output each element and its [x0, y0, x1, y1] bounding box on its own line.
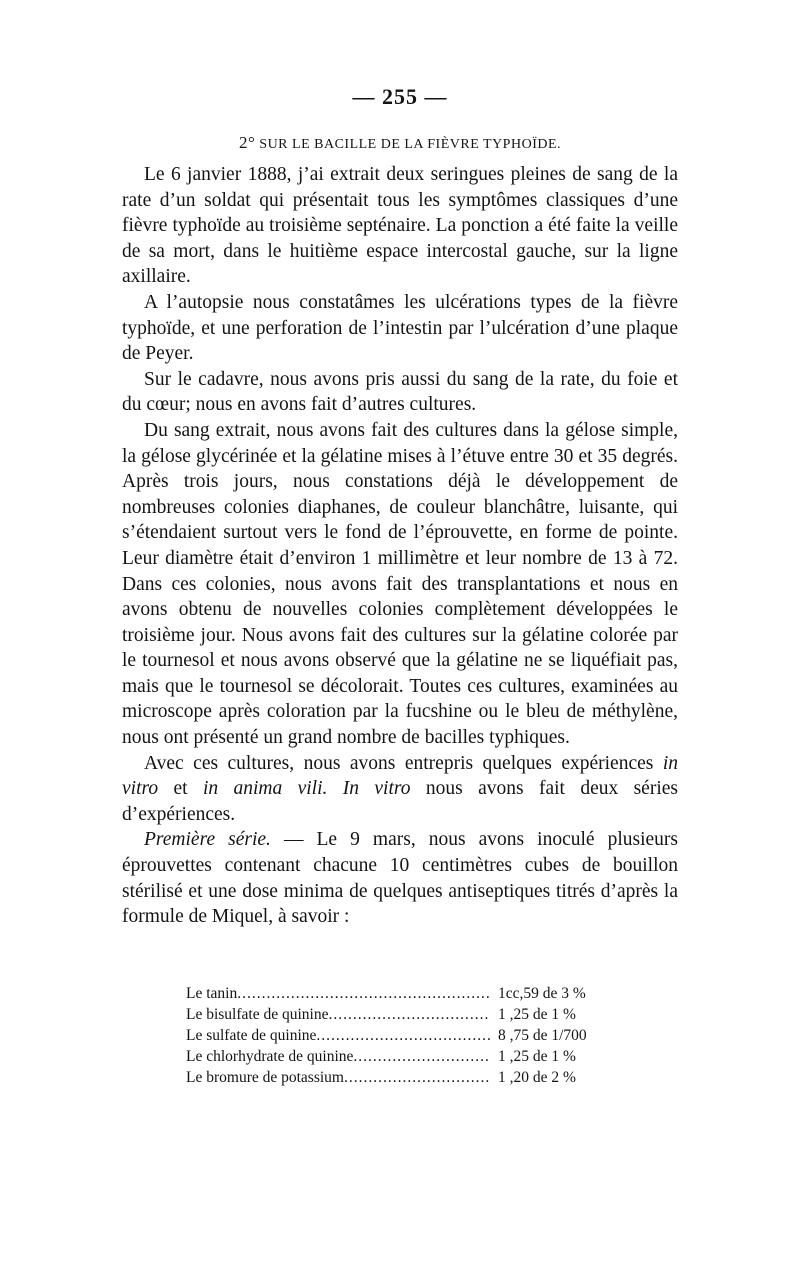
dosage-row — [186, 1004, 616, 1025]
dot-leader — [237, 983, 490, 1004]
paragraph — [122, 827, 678, 929]
dosage-row — [186, 983, 616, 1004]
paragraph — [122, 751, 678, 828]
body-text — [122, 162, 678, 930]
paragraph: Du sang extrait, nous avons fait des cultures dans la gélose simple, la gélose glycérinée et la gélatine mises à l’étuve entre 30 et 35 degrés. Après trois jours, nous constations déjà le développement de nombreuses colonies diaphanes, de couleur blanchâtre, luisante, qui s’étendaient surtout vers le fond de l’éprouvette, en forme de pointe. Leur diamètre était d’environ 1 millimètre et leur nombre de 13 à 72. Dans ces colonies, nous avons fait des transplantations et nous en avons obtenu de nouvelles colonies complètement développées le troisième jour. Nous avons fait des cultures sur la gélatine colorée par le tournesol et nous avons observé que la gélatine ne se liquéfiait pas, mais que le tournesol se décolorait. Toutes ces cultures, examinées au microscope après coloration par la fucshine ou le bleu de méthylène, nous ont présenté un grand nombre de bacilles typhiques. — [122, 419, 678, 749]
antiseptic-name: Le bisulfate de quinine — [186, 1006, 329, 1023]
paragraph: A l’autopsie nous constatâmes les ulcérations types de la fièvre typhoïde, et une perforation de l’intestin par l’ulcération d’une plaque de Peyer. — [122, 291, 678, 365]
dot-leader — [353, 1046, 490, 1067]
antiseptic-dose: 1 ,25 de 1 % — [498, 1006, 576, 1023]
text-run: et — [158, 778, 203, 800]
section-number: 2° — [238, 133, 256, 152]
section-title: SUR LE BACILLE DE LA FIÈVRE TYPHOÏDE. — [259, 137, 562, 152]
text-run: — Le 9 mars, nous avons inoculé plusieurs éprouvettes contenant chacune 10 centimètres cubes de bouillon stérilisé et une dose minima de quelques antiseptiques titrés d’après la formule de Miquel, à savoir : — [122, 829, 678, 928]
antiseptic-name: Le chlorhydrate de quinine — [186, 1048, 354, 1065]
dot-leader — [328, 1004, 490, 1025]
text-run: Avec ces cultures, nous avons entrepris quelques expériences — [144, 752, 663, 774]
page-number: — 255 — — [352, 84, 448, 109]
antiseptic-name: Le tanin — [186, 985, 238, 1002]
text-run: nous avons fait deux séries d’expériences. — [122, 778, 678, 825]
dosage-row — [186, 1025, 616, 1046]
dosage-row — [186, 1046, 616, 1067]
dosage-row — [186, 1067, 616, 1088]
antiseptic-name: Le sulfate de quinine — [186, 1027, 317, 1044]
antiseptic-name: Le bromure de potassium — [186, 1069, 344, 1086]
dot-leader — [316, 1025, 490, 1046]
antiseptic-dose: 8 ,75 de 1/700 — [498, 1027, 587, 1044]
antiseptic-dosage-list — [186, 983, 616, 1088]
antiseptic-dose: 1 ,20 de 2 % — [498, 1069, 576, 1086]
paragraph: Sur le cadavre, nous avons pris aussi du sang de la rate, du foie et du cœur; nous en avons fait d’autres cultures. — [122, 368, 678, 416]
italic-term: Première série. — [144, 829, 271, 851]
section-heading — [0, 133, 800, 153]
antiseptic-dose: 1cc,59 de 3 % — [498, 985, 586, 1002]
italic-term: in anima vili. In vitro — [202, 778, 411, 800]
italic-term: in vitro — [122, 752, 678, 800]
paragraph: Le 6 janvier 1888, j’ai extrait deux seringues pleines de sang de la rate d’un soldat qui présentait tous les symptômes classiques d’une fièvre typhoïde au troisième septénaire. La ponction a été faite la veille de sa mort, dans le huitième espace intercostal gauche, sur la ligne axillaire. — [122, 164, 678, 288]
antiseptic-dose: 1 ,25 de 1 % — [498, 1048, 576, 1065]
dot-leader — [344, 1067, 490, 1088]
